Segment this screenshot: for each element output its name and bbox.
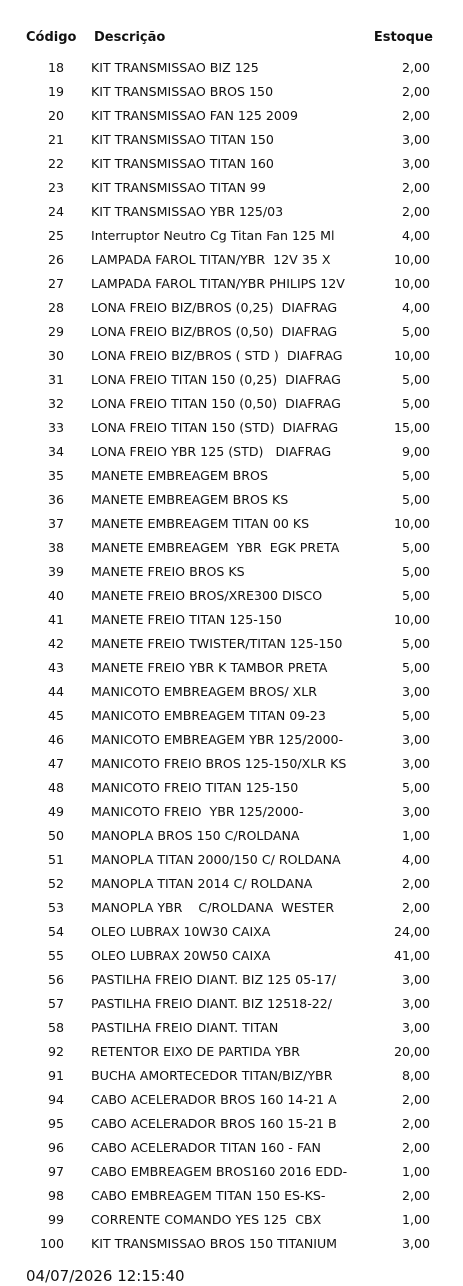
row-code: 53 (47, 900, 64, 915)
row-code: 39 (47, 564, 64, 579)
table-row (0, 176, 463, 200)
row-description: MANICOTO FREIO BROS 125-150/XLR KS (91, 756, 347, 771)
row-stock: 2,00 (401, 876, 430, 891)
row-description: LONA FREIO YBR 125 (STD) DIAFRAG (91, 444, 332, 459)
table-row (0, 656, 463, 680)
row-code: 34 (47, 444, 64, 459)
row-code: 30 (47, 348, 64, 363)
row-code: 96 (47, 1140, 64, 1155)
table-row (0, 680, 463, 704)
row-stock: 3,00 (401, 996, 430, 1011)
row-code: 33 (47, 420, 64, 435)
row-stock: 5,00 (401, 588, 430, 603)
row-description: LONA FREIO BIZ/BROS ( STD ) DIAFRAG (91, 348, 343, 363)
table-row (0, 248, 463, 272)
row-code: 20 (47, 108, 64, 123)
table-row (0, 104, 463, 128)
table-row (0, 512, 463, 536)
table-row (0, 872, 463, 896)
row-description: MANICOTO EMBREAGEM YBR 125/2000- (91, 732, 344, 747)
row-stock: 1,00 (401, 1212, 430, 1227)
table-row (0, 1184, 463, 1208)
table-row (0, 224, 463, 248)
row-stock: 2,00 (401, 1092, 430, 1107)
row-code: 100 (39, 1236, 64, 1251)
row-stock: 5,00 (401, 780, 430, 795)
table-row (0, 440, 463, 464)
row-stock: 5,00 (401, 540, 430, 555)
row-description: MANICOTO EMBREAGEM BROS/ XLR (91, 684, 318, 699)
row-stock: 2,00 (401, 60, 430, 75)
table-row (0, 1112, 463, 1136)
table-row (0, 200, 463, 224)
row-code: 50 (47, 828, 64, 843)
row-code: 49 (47, 804, 64, 819)
row-code: 46 (47, 732, 64, 747)
row-stock: 5,00 (401, 396, 430, 411)
row-description: BUCHA AMORTECEDOR TITAN/BIZ/YBR (91, 1068, 333, 1083)
row-code: 58 (47, 1020, 64, 1035)
row-description: MANETE FREIO BROS/XRE300 DISCO (91, 588, 323, 603)
table-row (0, 416, 463, 440)
row-code: 27 (47, 276, 64, 291)
table-row (0, 1064, 463, 1088)
table-row (0, 1208, 463, 1232)
table-row (0, 752, 463, 776)
row-stock: 5,00 (401, 324, 430, 339)
table-row (0, 632, 463, 656)
row-code: 44 (47, 684, 64, 699)
row-stock: 4,00 (401, 228, 430, 243)
row-code: 31 (47, 372, 64, 387)
table-row (0, 1016, 463, 1040)
row-stock: 2,00 (401, 1140, 430, 1155)
row-description: KIT TRANSMISSAO YBR 125/03 (91, 204, 284, 219)
row-description: CABO EMBREAGEM BROS160 2016 EDD- (91, 1164, 348, 1179)
row-code: 99 (47, 1212, 64, 1227)
row-stock: 3,00 (401, 156, 430, 171)
row-stock: 5,00 (401, 636, 430, 651)
row-description: KIT TRANSMISSAO TITAN 99 (91, 180, 266, 195)
table-row (0, 152, 463, 176)
row-description: MANETE EMBREAGEM YBR EGK PRETA (91, 540, 340, 555)
row-code: 51 (47, 852, 64, 867)
row-code: 35 (47, 468, 64, 483)
table-row (0, 704, 463, 728)
row-description: MANETE EMBREAGEM BROS (91, 468, 268, 483)
row-description: KIT TRANSMISSAO FAN 125 2009 (91, 108, 298, 123)
row-code: 42 (47, 636, 64, 651)
row-code: 41 (47, 612, 64, 627)
row-code: 32 (47, 396, 64, 411)
row-stock: 10,00 (393, 516, 430, 531)
row-description: OLEO LUBRAX 20W50 CAIXA (91, 948, 271, 963)
row-stock: 10,00 (393, 612, 430, 627)
row-stock: 3,00 (401, 732, 430, 747)
row-stock: 5,00 (401, 468, 430, 483)
row-stock: 3,00 (401, 684, 430, 699)
table-row (0, 848, 463, 872)
row-stock: 20,00 (393, 1044, 430, 1059)
table-row (0, 488, 463, 512)
row-stock: 5,00 (401, 372, 430, 387)
row-description: PASTILHA FREIO DIANT. BIZ 125 05-17/ (91, 972, 337, 987)
row-description: MANETE FREIO YBR K TAMBOR PRETA (91, 660, 328, 675)
table-row (0, 392, 463, 416)
table-row (0, 464, 463, 488)
row-description: CABO ACELERADOR BROS 160 15-21 B (91, 1116, 337, 1131)
row-code: 37 (47, 516, 64, 531)
column-header-description: Descrição (94, 30, 166, 45)
row-stock: 3,00 (401, 804, 430, 819)
row-description: CORRENTE COMANDO YES 125 CBX (91, 1212, 322, 1227)
row-code: 23 (47, 180, 64, 195)
table-row (0, 608, 463, 632)
row-code: 24 (47, 204, 64, 219)
row-stock: 1,00 (401, 828, 430, 843)
row-stock: 5,00 (401, 564, 430, 579)
row-code: 29 (47, 324, 64, 339)
row-code: 54 (47, 924, 64, 939)
row-description: MANETE FREIO BROS KS (91, 564, 245, 579)
row-code: 22 (47, 156, 64, 171)
table-row (0, 776, 463, 800)
row-code: 36 (47, 492, 64, 507)
table-row (0, 800, 463, 824)
row-code: 52 (47, 876, 64, 891)
row-description: MANICOTO EMBREAGEM TITAN 09-23 (91, 708, 326, 723)
row-description: LONA FREIO BIZ/BROS (0,50) DIAFRAG (91, 324, 338, 339)
row-stock: 24,00 (393, 924, 430, 939)
row-stock: 2,00 (401, 84, 430, 99)
row-code: 26 (47, 252, 64, 267)
table-row (0, 368, 463, 392)
row-description: MANETE EMBREAGEM TITAN 00 KS (91, 516, 310, 531)
row-code: 21 (47, 132, 64, 147)
row-description: MANOPLA BROS 150 C/ROLDANA (91, 828, 300, 843)
row-stock: 3,00 (401, 972, 430, 987)
row-stock: 1,00 (401, 1164, 430, 1179)
row-stock: 10,00 (393, 276, 430, 291)
table-row (0, 536, 463, 560)
table-header (0, 30, 463, 50)
row-code: 43 (47, 660, 64, 675)
table-row (0, 1040, 463, 1064)
row-stock: 5,00 (401, 660, 430, 675)
row-stock: 2,00 (401, 1116, 430, 1131)
row-code: 94 (47, 1092, 64, 1107)
row-code: 55 (47, 948, 64, 963)
row-description: PASTILHA FREIO DIANT. TITAN (91, 1020, 279, 1035)
row-stock: 4,00 (401, 852, 430, 867)
table-row (0, 992, 463, 1016)
row-code: 56 (47, 972, 64, 987)
row-code: 98 (47, 1188, 64, 1203)
row-code: 91 (47, 1068, 64, 1083)
table-row (0, 560, 463, 584)
row-description: KIT TRANSMISSAO TITAN 160 (91, 156, 274, 171)
row-stock: 10,00 (393, 348, 430, 363)
row-code: 28 (47, 300, 64, 315)
row-stock: 2,00 (401, 1188, 430, 1203)
table-row (0, 968, 463, 992)
table-row (0, 896, 463, 920)
row-description: MANOPLA TITAN 2014 C/ ROLDANA (91, 876, 313, 891)
row-description: MANOPLA YBR C/ROLDANA WESTER (91, 900, 335, 915)
row-stock: 3,00 (401, 132, 430, 147)
table-row (0, 296, 463, 320)
row-stock: 3,00 (401, 1020, 430, 1035)
row-code: 19 (47, 84, 64, 99)
row-stock: 5,00 (401, 708, 430, 723)
row-code: 92 (47, 1044, 64, 1059)
table-row (0, 1160, 463, 1184)
table-row (0, 344, 463, 368)
table-row (0, 728, 463, 752)
table-row (0, 80, 463, 104)
row-description: LONA FREIO TITAN 150 (STD) DIAFRAG (91, 420, 339, 435)
row-code: 18 (47, 60, 64, 75)
row-description: KIT TRANSMISSAO BROS 150 (91, 84, 274, 99)
table-row (0, 944, 463, 968)
row-code: 95 (47, 1116, 64, 1131)
table-row (0, 56, 463, 80)
row-stock: 2,00 (401, 204, 430, 219)
row-code: 48 (47, 780, 64, 795)
row-code: 97 (47, 1164, 64, 1179)
row-stock: 3,00 (401, 756, 430, 771)
table-row (0, 128, 463, 152)
table-row (0, 920, 463, 944)
row-stock: 2,00 (401, 108, 430, 123)
row-description: LAMPADA FAROL TITAN/YBR 12V 35 X (91, 252, 331, 267)
row-stock: 3,00 (401, 1236, 430, 1251)
row-description: CABO EMBREAGEM TITAN 150 ES-KS- (91, 1188, 326, 1203)
table-body (0, 56, 463, 1256)
row-stock: 15,00 (393, 420, 430, 435)
table-row (0, 824, 463, 848)
row-stock: 4,00 (401, 300, 430, 315)
row-description: PASTILHA FREIO DIANT. BIZ 12518-22/ (91, 996, 333, 1011)
row-stock: 8,00 (401, 1068, 430, 1083)
table-row (0, 584, 463, 608)
row-code: 57 (47, 996, 64, 1011)
row-stock: 9,00 (401, 444, 430, 459)
row-code: 40 (47, 588, 64, 603)
row-stock: 2,00 (401, 180, 430, 195)
row-description: KIT TRANSMISSAO BROS 150 TITANIUM (91, 1236, 338, 1251)
row-description: LONA FREIO TITAN 150 (0,50) DIAFRAG (91, 396, 341, 411)
row-stock: 5,00 (401, 492, 430, 507)
table-row (0, 272, 463, 296)
row-stock: 41,00 (393, 948, 430, 963)
row-description: KIT TRANSMISSAO BIZ 125 (91, 60, 259, 75)
row-description: MANETE FREIO TWISTER/TITAN 125-150 (91, 636, 343, 651)
row-code: 45 (47, 708, 64, 723)
column-header-stock: Estoque (373, 30, 433, 45)
row-description: LAMPADA FAROL TITAN/YBR PHILIPS 12V (91, 276, 345, 291)
column-header-code: Código (26, 30, 77, 45)
row-description: LONA FREIO TITAN 150 (0,25) DIAFRAG (91, 372, 341, 387)
row-code: 47 (47, 756, 64, 771)
row-description: MANOPLA TITAN 2000/150 C/ ROLDANA (91, 852, 341, 867)
row-description: OLEO LUBRAX 10W30 CAIXA (91, 924, 271, 939)
table-row (0, 1232, 463, 1256)
row-description: LONA FREIO BIZ/BROS (0,25) DIAFRAG (91, 300, 338, 315)
row-description: CABO ACELERADOR BROS 160 14-21 A (91, 1092, 337, 1107)
row-code: 25 (47, 228, 64, 243)
report-timestamp: 04/07/2026 12:15:40 (26, 1267, 185, 1285)
row-stock: 2,00 (401, 900, 430, 915)
table-row (0, 1088, 463, 1112)
row-description: MANICOTO FREIO YBR 125/2000- (91, 804, 304, 819)
table-row (0, 1136, 463, 1160)
row-description: KIT TRANSMISSAO TITAN 150 (91, 132, 274, 147)
row-description: CABO ACELERADOR TITAN 160 - FAN (91, 1140, 321, 1155)
row-description: RETENTOR EIXO DE PARTIDA YBR (91, 1044, 301, 1059)
row-code: 38 (47, 540, 64, 555)
row-description: MANETE EMBREAGEM BROS KS (91, 492, 289, 507)
table-row (0, 320, 463, 344)
row-description: MANETE FREIO TITAN 125-150 (91, 612, 282, 627)
row-description: Interruptor Neutro Cg Titan Fan 125 Ml (91, 228, 335, 243)
row-stock: 10,00 (393, 252, 430, 267)
row-description: MANICOTO FREIO TITAN 125-150 (91, 780, 299, 795)
